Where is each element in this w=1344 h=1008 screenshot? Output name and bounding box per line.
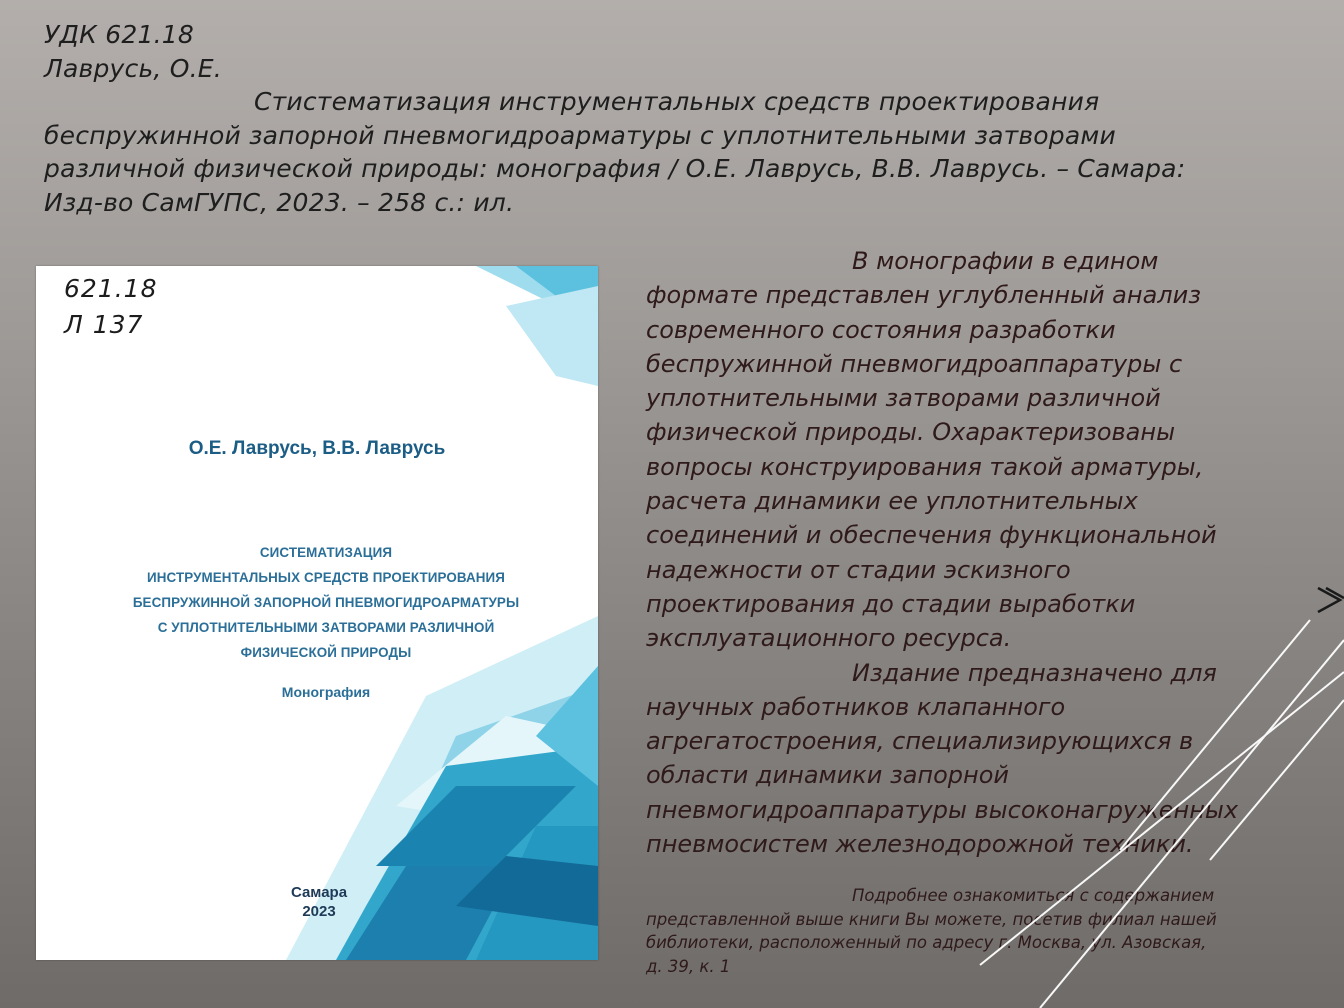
cover-imprint [264,883,374,921]
note-line: библиотеки, расположенный по адресу г. Москва, ул. Азовская, [646,933,1207,952]
cover-title [76,540,576,665]
abstract-line: уплотнительными затворами различной [646,384,1161,413]
cover-title-line: ИНСТРУМЕНТАЛЬНЫХ СРЕДСТВ ПРОЕКТИРОВАНИЯ [147,570,505,585]
cover-city: Самара [290,884,348,901]
cover-authors: О.Е. Лаврусь, В.В. Лаврусь [188,438,446,459]
abstract-line: агрегатостроения, специализирующихся в [646,727,1194,756]
note-line: д. 39, к. 1 [646,956,731,976]
abstract-line: области динамики запорной [646,761,1009,790]
cover-year: 2023 [302,903,336,920]
cover-title-line: С УПЛОТНИТЕЛЬНЫМИ ЗАТВОРАМИ РАЗЛИЧНОЙ [157,620,495,635]
abstract-line: проектирования до стадии выработки [646,589,1136,618]
cover-title-line: БЕСПРУЖИННОЙ ЗАПОРНОЙ ПНЕВМОГИДРОАРМАТУРЫ [132,595,520,610]
abstract-line: соединений и обеспечения функциональной [646,521,1217,550]
abstract-line: современного состояния разработки [646,315,1116,344]
udk-code: УДК 621.18 [44,20,194,49]
abstract-line: вопросы конструирования такой арматуры, [646,452,1204,481]
abstract-line: надежности от стадии эскизного [646,555,1071,584]
abstract-line: пневмосистем железнодорожной техники. [646,830,1194,859]
abstract-line: Издание предназначено для [852,658,1217,687]
book-abstract [646,244,1306,861]
bibliographic-header [44,18,1294,219]
abstract-line: физической природы. Охарактеризованы [646,418,1176,447]
citation-line: различной физической природы: монография / О.Е. Лаврусь, В.В. Лаврусь. – Самара: [44,154,1186,183]
cover-title-line: СИСТЕМАТИЗАЦИЯ [259,545,393,560]
book-cover-image [36,266,598,960]
slide-arrow-icon [1318,588,1344,612]
library-note [646,884,1306,978]
note-line: представленной выше книги Вы можете, посетив филиал нашей [646,909,1217,929]
author-heading: Лаврусь, О.Е. [44,53,222,83]
citation-line: беспружинной запорной пневмогидроарматуры с уплотнительными затворами [44,120,1116,150]
abstract-line: расчета динамики ее уплотнительных [646,487,1138,516]
abstract-line: формате представлен углубленный анализ [646,281,1201,310]
cover-shape [506,286,598,386]
abstract-line: научных работников клапанного [646,692,1066,721]
shelf-mark-code: Л 137 [64,310,144,339]
abstract-line: беспружинной пневмогидроаппаратуры с [646,349,1183,378]
abstract-line: пневмогидроаппаратуры высоконагруженных [646,795,1239,824]
citation-line: Изд-во СамГУПС, 2023. – 258 с.: ил. [44,187,515,217]
cover-title-line: ФИЗИЧЕСКОЙ ПРИРОДЫ [240,645,412,660]
note-line: Подробнее ознакомиться с содержанием [852,886,1215,905]
abstract-line: эксплуатационного ресурса. [646,624,1012,653]
cover-genre: Монография [281,684,371,700]
shelf-mark-number: 621.18 [64,274,158,303]
citation-line: Стистематизация инструментальных средств проектирования [254,87,1100,116]
abstract-line: В монографии в едином [852,247,1159,275]
